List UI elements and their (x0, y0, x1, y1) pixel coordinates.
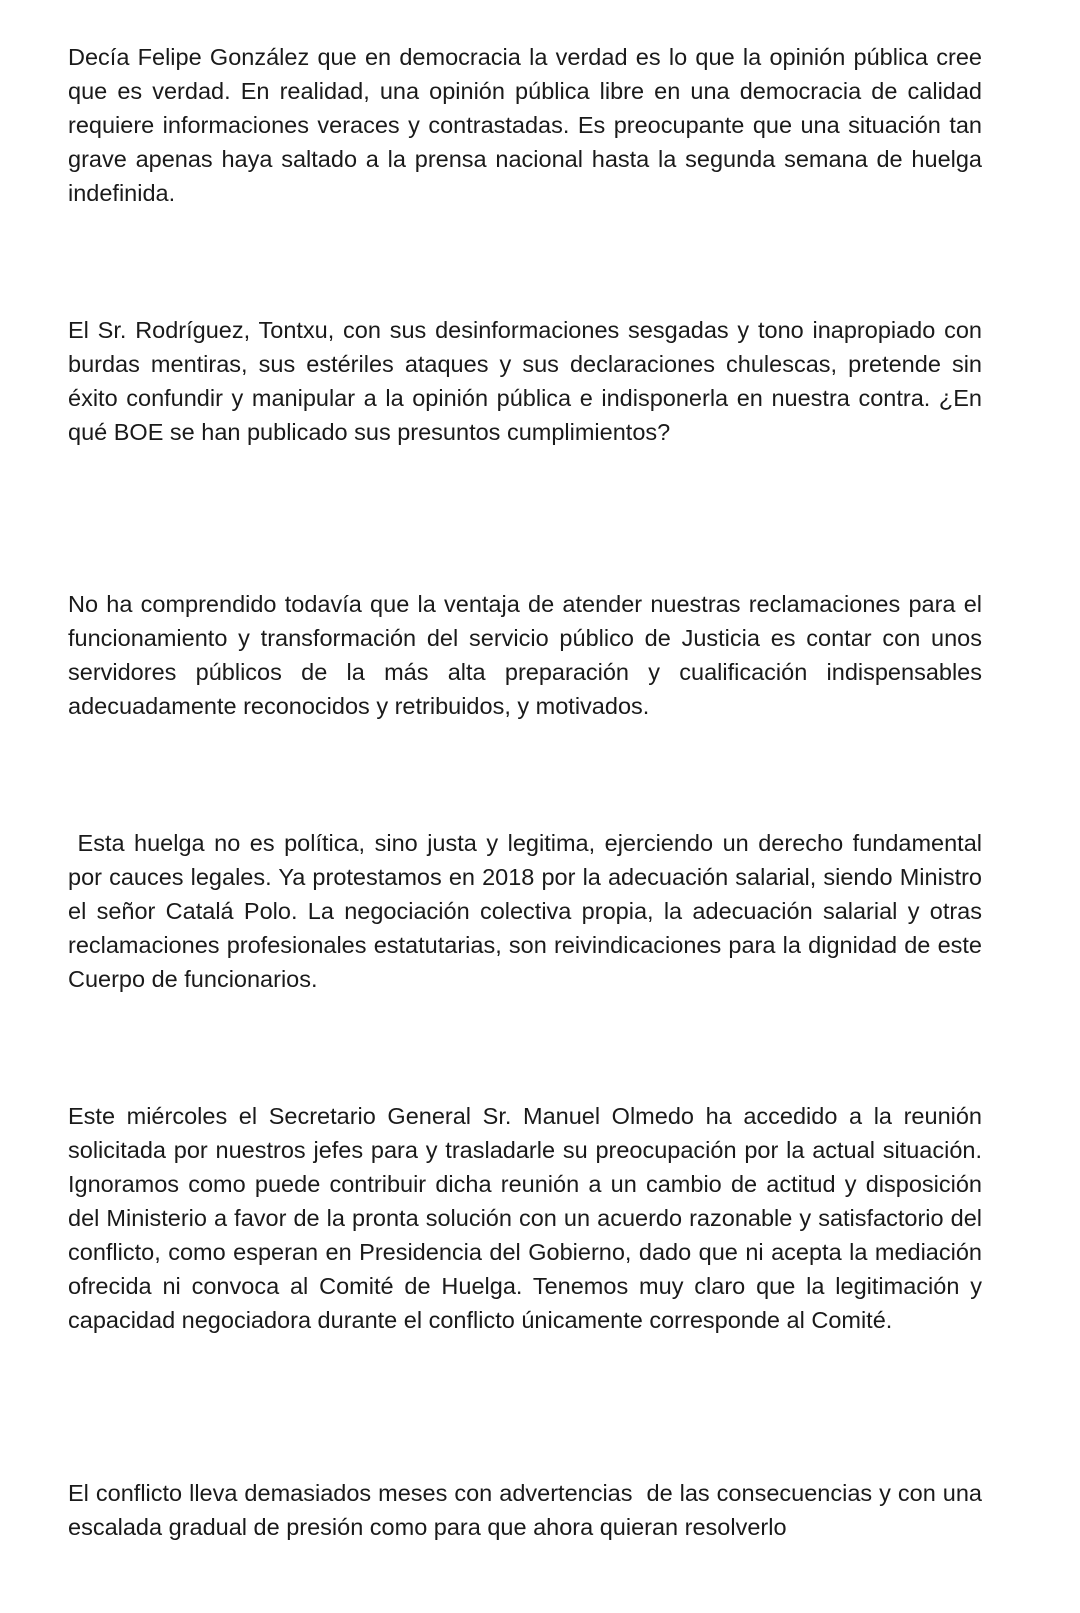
paragraph-reunion-secretario: Este miércoles el Secretario General Sr. Manuel Olmedo ha accedido a la reunión solicitada por nuestros jefes para y trasladarle su preocupación por la actual situación. Ignoramos como puede contribuir dicha reunión a un cambio de actitud y disposición del Ministerio a favor de la pronta solución con un acuerdo razonable y satisfactorio del conflicto, como esperan en Presidencia del Gobierno, dado que ni acepta la mediación ofrecida ni convoca al Comité de Huelga. Tenemos muy claro que la legitimación y capacidad negociadora durante el conflicto únicamente corresponde al Comité. (68, 1103, 989, 1333)
paragraph-felipe-gonzalez: Decía Felipe González que en democracia la verdad es lo que la opinión pública cree que es verdad. En realidad, una opinión pública libre en una democracia de calidad requiere informaciones veraces y contrastadas. Es preocupante que una situación tan grave apenas haya saltado a la prensa nacional hasta la segunda semana de huelga indefinida. (68, 44, 989, 206)
paragraph-huelga-justa: Esta huelga no es política, sino justa y legitima, ejerciendo un derecho fundamental por cauces legales. Ya protestamos en 2018 por la adecuación salarial, siendo Ministro el señor Catalá Polo. La negociación colectiva propia, la adecuación salarial y otras reclamaciones profesionales estatutarias, son reivindicaciones para la dignidad de este Cuerpo de funcionarios. (68, 830, 989, 992)
paragraph-ventaja-reclamaciones: No ha comprendido todavía que la ventaja de atender nuestras reclamaciones para el funcionamiento y transformación del servicio público de Justicia es contar con unos servidores públicos de la más alta preparación y cualificación indispensables adecuadamente reconocidos y retribuidos, y motivados. (68, 591, 996, 719)
paragraph-conflicto-meses: El conflicto lleva demasiados meses con advertencias de las consecuencias y con una escalada gradual de presión como para que ahora quieran resolverlo (68, 1480, 989, 1540)
paragraph-sr-rodriguez: El Sr. Rodríguez, Tontxu, con sus desinformaciones sesgadas y tono inapropiado con burdas mentiras, sus estériles ataques y sus declaraciones chulescas, pretende sin éxito confundir y manipular a la opinión pública e indisponerla en nuestra contra. ¿En qué BOE se han publicado sus presuntos cumplimientos? (68, 317, 989, 445)
